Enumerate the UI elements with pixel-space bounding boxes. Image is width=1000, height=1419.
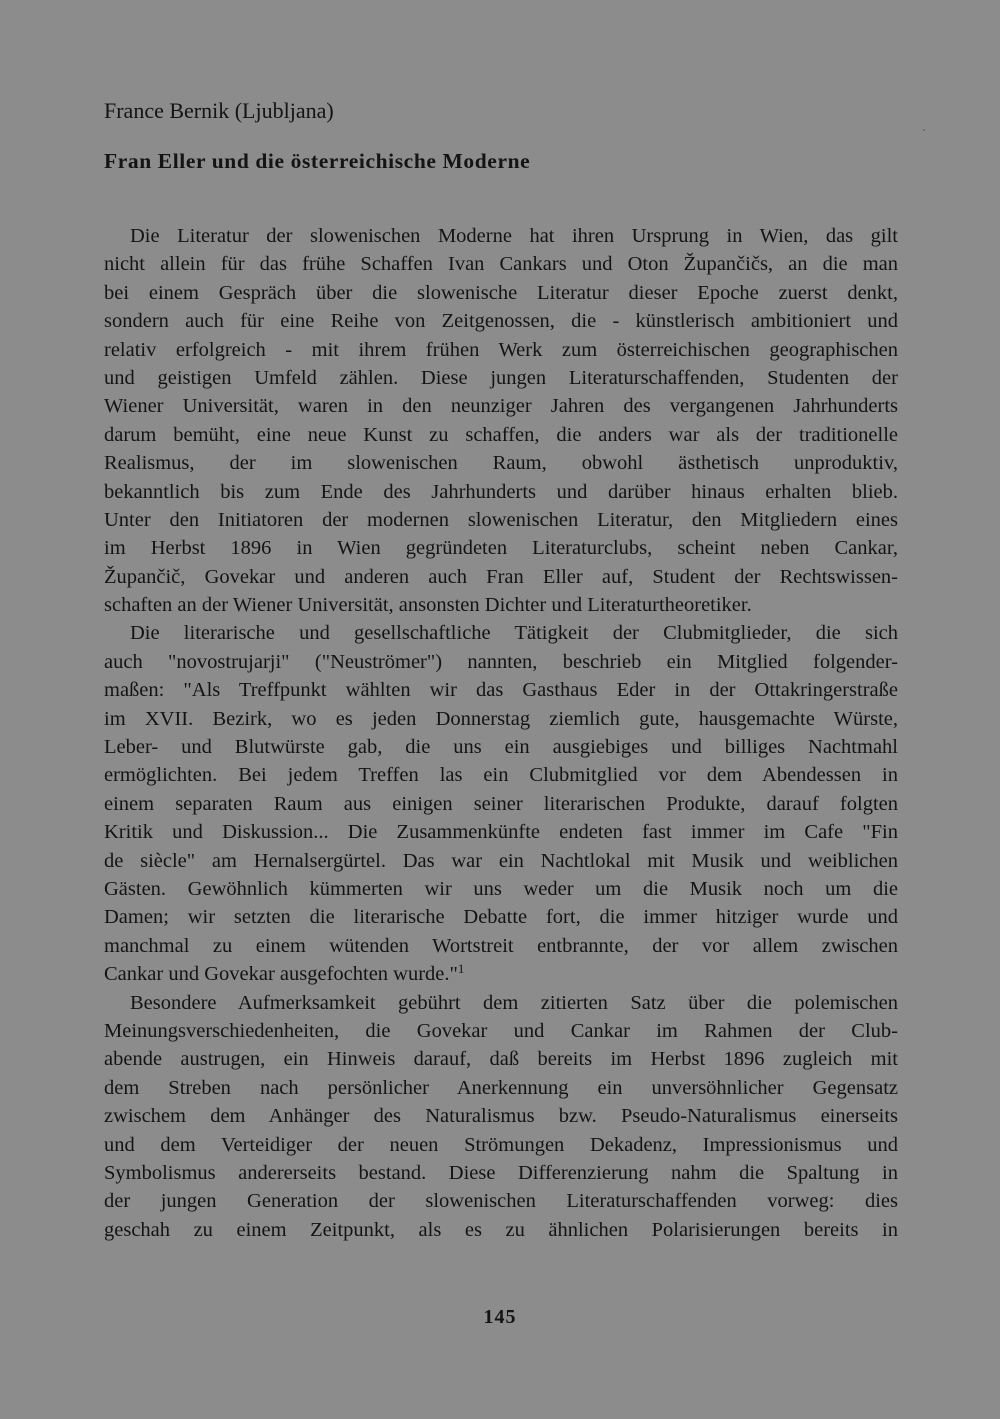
scan-speck <box>923 129 925 131</box>
body-line: relativ erfolgreich - mit ihrem frühen Werk zum österreichischen geographischen <box>104 338 898 361</box>
body-line: Leber- und Blutwürste gab, die uns ein ausgiebiges und billiges Nachtmahl <box>104 736 898 759</box>
body-line: bekanntlich bis zum Ende des Jahrhunderts und darüber hinaus erhalten blieb. <box>104 480 898 503</box>
body-line: Kritik und Diskussion... Die Zusammenkünfte endeten fast immer im Cafe "Fin <box>104 821 898 844</box>
body-line: de siècle" am Hernalsergürtel. Das war ein Nachtlokal mit Musik und weiblichen <box>104 849 898 872</box>
body-line: darum bemüht, eine neue Kunst zu schaffen, die anders war als der traditionelle <box>104 423 898 446</box>
author-line: France Bernik (Ljubljana) <box>104 98 334 123</box>
body-line: der jungen Generation der slowenischen Literaturschaffenden vorweg: dies <box>104 1190 898 1213</box>
body-line: nicht allein für das frühe Schaffen Ivan Cankars und Oton Župančičs, an die man <box>104 253 898 276</box>
body-line: im XVII. Bezirk, wo es jeden Donnerstag ziemlich gute, hausgemachte Würste, <box>104 707 898 730</box>
page-number: 145 <box>483 1306 517 1328</box>
footnote-marker[interactable]: 1 <box>457 961 465 977</box>
body-line-with-footnote <box>104 960 898 988</box>
body-line: und geistigen Umfeld zählen. Diese jungen Literaturschaffenden, Studenten der <box>104 366 898 389</box>
body-line: Unter den Initiatoren der modernen slowenischen Literatur, den Mitgliedern eines <box>104 508 898 531</box>
body-line: Symbolismus andererseits bestand. Diese Differenzierung nahm die Spaltung in <box>104 1161 898 1184</box>
body-line: Realismus, der im slowenischen Raum, obwohl ästhetisch unproduktiv, <box>104 452 898 475</box>
body-line: Damen; wir setzten die literarische Debatte fort, die immer hitziger wurde und <box>104 906 898 929</box>
body-line: bei einem Gespräch über die slowenische Literatur dieser Epoche zuerst denkt, <box>104 281 898 304</box>
body-line: sondern auch für eine Reihe von Zeitgenossen, die - künstlerisch ambitioniert und <box>104 310 898 333</box>
body-line: Die Literatur der slowenischen Moderne hat ihren Ursprung in Wien, das gilt <box>130 225 898 247</box>
body-line: Die literarische und gesellschaftliche Tätigkeit der Clubmitglieder, die sich <box>130 622 898 645</box>
body-line: geschah zu einem Zeitpunkt, als es zu ähnlichen Polarisierungen bereits in <box>104 1218 898 1241</box>
body-line: Gästen. Gewöhnlich kümmerten wir uns weder um die Musik noch um die <box>104 877 898 900</box>
body-line: Besondere Aufmerksamkeit gebührt dem zitierten Satz über die polemischen <box>130 991 898 1014</box>
body-line: und dem Verteidiger der neuen Strömungen Dekadenz, Impressionismus und <box>104 1133 898 1156</box>
body-line: abende austrugen, ein Hinweis darauf, daß bereits im Herbst 1896 zugleich mit <box>104 1048 898 1071</box>
body-line: manchmal zu einem wütenden Wortstreit entbrannte, der vor allem zwischen <box>104 934 898 957</box>
body-line: Wiener Universität, waren in den neunziger Jahren des vergangenen Jahrhunderts <box>104 395 898 418</box>
body-line: Meinungsverschiedenheiten, die Govekar und Cankar im Rahmen der Club- <box>104 1019 898 1042</box>
body-line-text: Cankar und Govekar ausgefochten wurde." <box>104 963 458 986</box>
body-line: schaften an der Wiener Universität, ansonsten Dichter und Literaturtheoretiker. <box>104 594 752 617</box>
body-line: maßen: "Als Treffpunkt wählten wir das Gasthaus Eder in der Ottakringerstraße <box>104 679 898 702</box>
body-line: ermöglichten. Bei jedem Treffen las ein Clubmitglied vor dem Abendessen in <box>104 764 898 787</box>
body-line: zwischem dem Anhänger des Naturalismus bzw. Pseudo-Naturalismus einerseits <box>104 1105 898 1128</box>
article-title: Fran Eller und die österreichische Moderne <box>104 149 531 173</box>
body-line: auch "novostrujarji" ("Neuströmer") nannten, beschrieb ein Mitglied folgender- <box>104 650 898 673</box>
article-body <box>104 222 898 1244</box>
body-line: im Herbst 1896 in Wien gegründeten Literaturclubs, scheint neben Cankar, <box>104 537 898 560</box>
body-line: dem Streben nach persönlicher Anerkennung ein unversöhnlicher Gegensatz <box>104 1076 898 1099</box>
body-line: Župančič, Govekar und anderen auch Fran Eller auf, Student der Rechtswissen- <box>104 565 898 588</box>
body-line: einem separaten Raum aus einigen seiner literarischen Produkte, darauf folgten <box>104 792 898 815</box>
